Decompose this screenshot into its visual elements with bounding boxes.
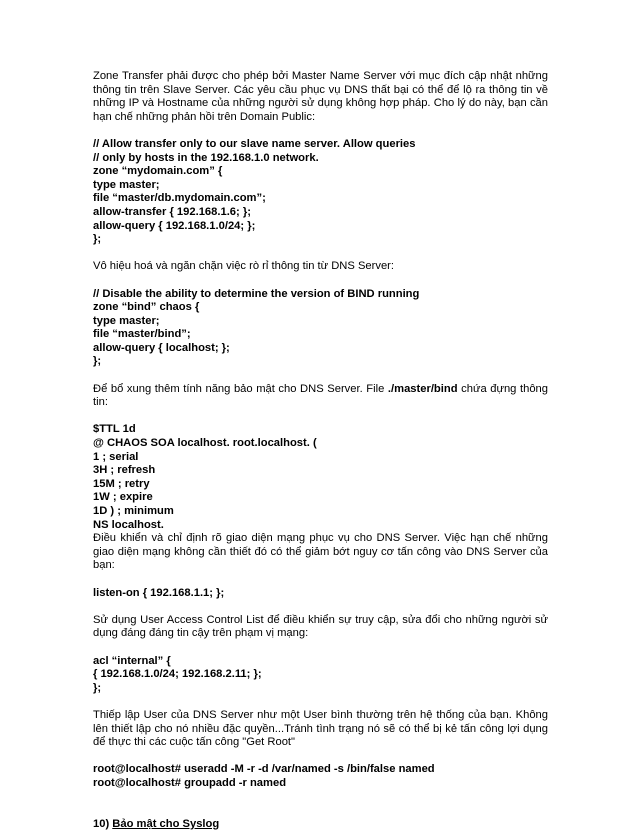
code-line: file “master/bind”;	[93, 328, 191, 341]
code-line: allow-transfer { 192.168.1.6; };	[93, 205, 251, 218]
paragraph-dns-user: Thiếp lập User của DNS Server như một User bình thường trên hệ thống của bạn. Không lên thiết lập cho nó nhiều đặc quyền...Tránh tình trạng nó sẽ có thể bị kẻ tấn công lợi dụng để thực thi các cuộc tấn công "Get Root"	[93, 708, 548, 749]
code-block-zone-config	[93, 138, 548, 247]
code-line: 1 ; serial	[93, 450, 139, 463]
code-line: 3H ; refresh	[93, 464, 156, 477]
code-line: 1W ; expire	[93, 491, 153, 504]
code-line: 15M ; retry	[93, 477, 150, 490]
code-line: allow-query { 192.168.1.0/24; };	[93, 219, 256, 232]
code-line: file “master/db.mydomain.com”;	[93, 192, 266, 205]
code-block-user-commands	[93, 763, 548, 790]
code-line: };	[93, 681, 102, 694]
section-heading	[93, 818, 548, 831]
code-block-listen-on	[93, 587, 548, 601]
code-line: type master;	[93, 314, 160, 327]
code-line: type master;	[93, 178, 160, 191]
code-line: // Disable the ability to determine the version of BIND running	[93, 287, 420, 300]
code-block-acl	[93, 655, 548, 696]
code-line: { 192.168.1.0/24; 192.168.2.11; };	[93, 668, 262, 681]
paragraph-text: Để bổ xung thêm tính năng bảo mật cho DNS Server. File	[93, 382, 388, 395]
paragraph-disable-leak: Vô hiệu hoá và ngăn chặn việc rò rỉ thông tin từ DNS Server:	[93, 260, 395, 273]
code-line: @ CHAOS SOA localhost. root.localhost. (	[93, 437, 317, 450]
code-line: root@localhost# groupadd -r named	[93, 776, 287, 789]
code-line: };	[93, 355, 102, 368]
code-block-bind-version	[93, 288, 548, 370]
section-number: 10)	[93, 817, 113, 830]
paragraph-master-bind	[93, 383, 548, 410]
paragraph-listen-interface: Điều khiển và chỉ định rõ giao diện mạng phục vụ cho DNS Server. Việc hạn chế những giao diện mạng không cần thiết đó có thể giảm bớt nguy cơ tấn công vào DNS Server của bạn:	[93, 532, 548, 572]
code-line: root@localhost# useradd -M -r -d /var/named -s /bin/false named	[93, 763, 435, 776]
code-line: allow-query { localhost; };	[93, 341, 230, 354]
code-line: 1D ) ; minimum	[93, 505, 174, 517]
code-line: NS localhost.	[93, 518, 164, 531]
section-title: Bảo mật cho Syslog	[112, 817, 220, 830]
code-line: zone “mydomain.com” {	[93, 165, 223, 178]
paragraph-acl: Sử dụng User Access Control List để điều khiển sự truy cập, sửa đổi cho những người sử dụng đáng đáng tin cậy trên phạm vị mạng:	[93, 613, 548, 640]
file-path: ./master/bind	[387, 382, 458, 395]
code-line: acl “internal” {	[93, 654, 171, 667]
code-block-soa-record	[93, 423, 548, 532]
code-line: zone “bind” chaos {	[93, 301, 200, 314]
code-line: // only by hosts in the 192.168.1.0 network.	[93, 151, 319, 164]
paragraph-zone-transfer: Zone Transfer phải được cho phép bởi Master Name Server với mục đích cập nhật những thông tin trên Slave Server. Các yêu cầu phục vụ DNS thất bại có thể để lộ ra thông tin về những IP và Hostname của những người sử dụng không hợp pháp. Cho lý do này, bạn cần hạn chế những phản hồi trên Domain Public:	[93, 70, 548, 123]
code-line: // Allow transfer only to our slave name server. Allow queries	[93, 137, 416, 150]
document-body	[93, 70, 548, 831]
code-line: listen-on { 192.168.1.1; };	[93, 586, 225, 599]
code-line: };	[93, 233, 102, 246]
paragraph-text: chứa đựng thông tin:	[93, 382, 548, 409]
code-line: $TTL 1d	[93, 423, 136, 436]
